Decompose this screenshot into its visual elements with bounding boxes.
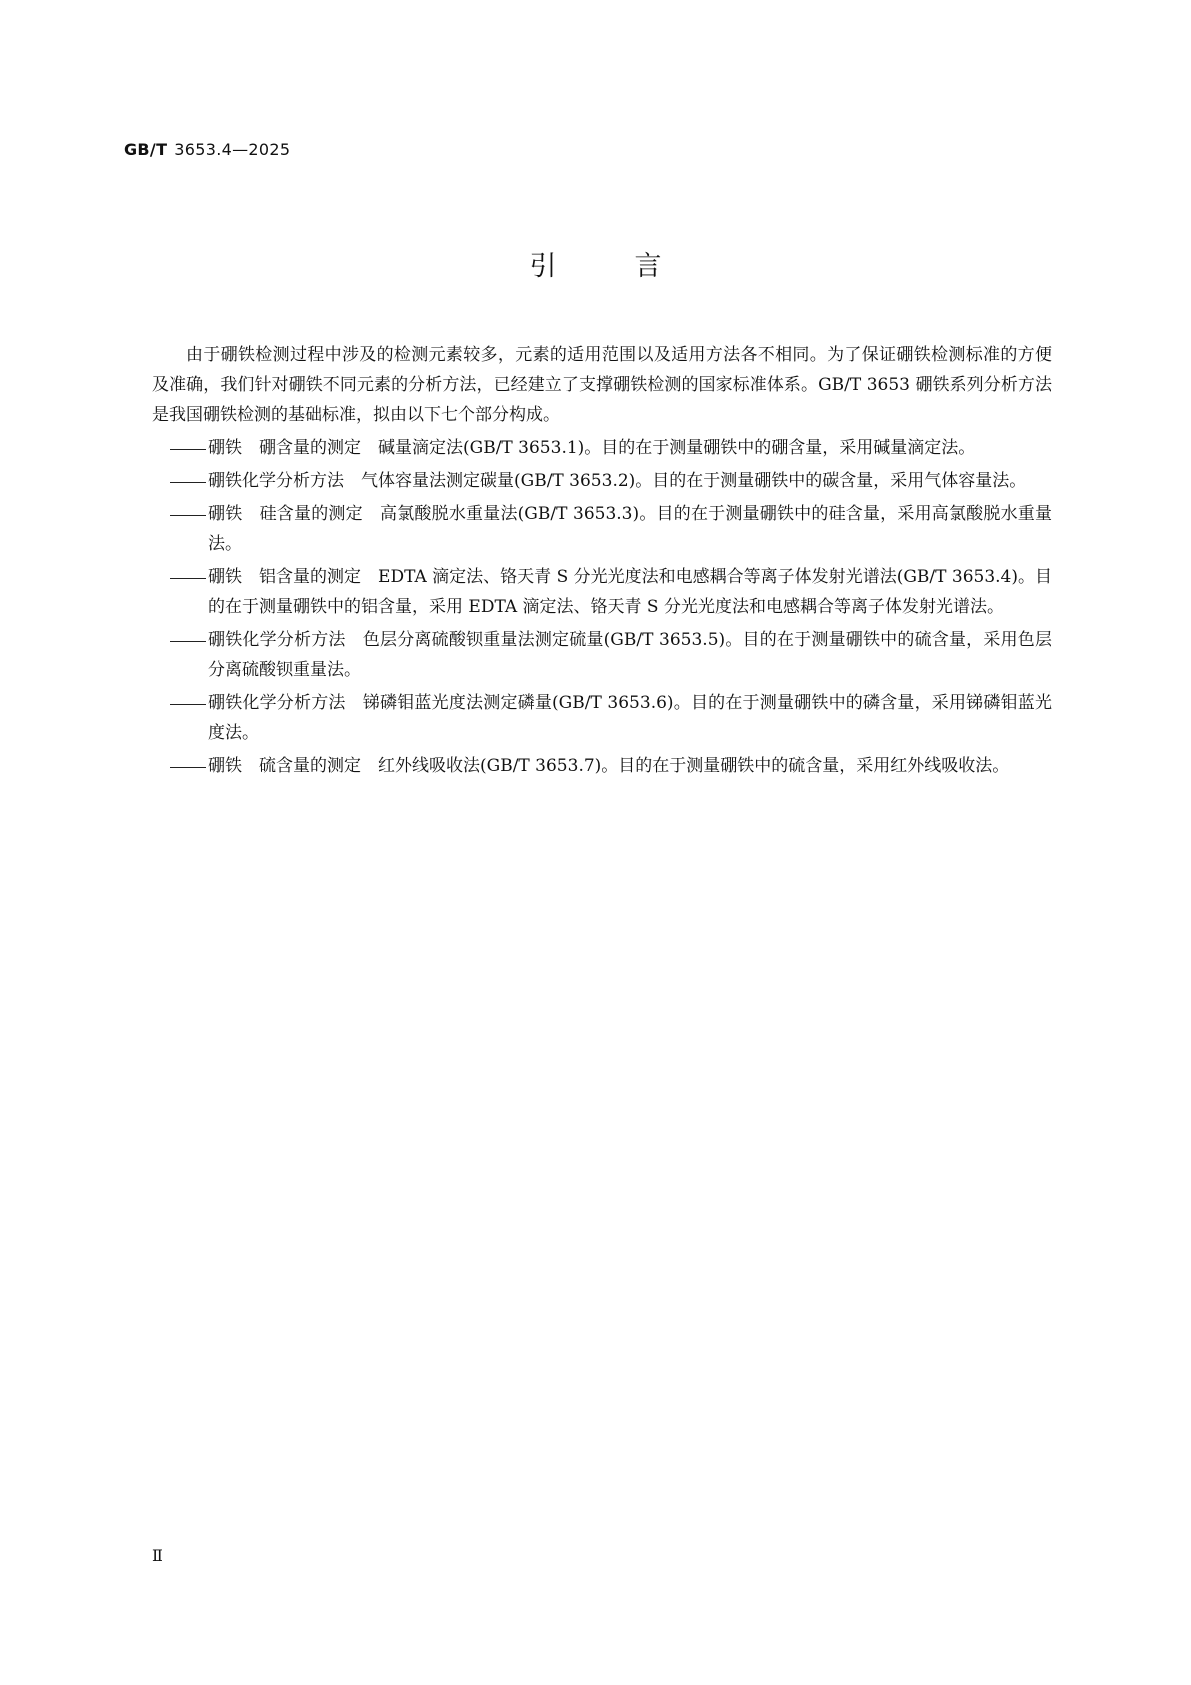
parts-list	[152, 433, 1052, 781]
list-item-text: 硼铁 硫含量的测定 红外线吸收法(GB/T 3653.7)。目的在于测量硼铁中的硫含量，采用红外线吸收法。	[208, 756, 1010, 776]
list-item	[152, 751, 1052, 781]
standard-code-header	[124, 140, 290, 159]
list-item	[152, 688, 1052, 748]
list-item	[152, 562, 1052, 622]
list-item	[152, 499, 1052, 559]
document-body	[152, 340, 1052, 781]
list-item-text: 硼铁 硅含量的测定 高氯酸脱水重量法(GB/T 3653.3)。目的在于测量硼铁中的硅含量，采用高氯酸脱水重量法。	[208, 504, 1052, 554]
page-title: 引言	[529, 251, 740, 282]
list-item-text: 硼铁 硼含量的测定 碱量滴定法(GB/T 3653.1)。目的在于测量硼铁中的硼含量，采用碱量滴定法。	[208, 438, 976, 458]
list-item-text: 硼铁化学分析方法 锑磷钼蓝光度法测定磷量(GB/T 3653.6)。目的在于测量硼铁中的磷含量，采用锑磷钼蓝光度法。	[208, 693, 1052, 743]
list-item	[152, 625, 1052, 685]
list-item-text: 硼铁 铝含量的测定 EDTA 滴定法、铬天青 S 分光光度法和电感耦合等离子体发射光谱法(GB/T 3653.4)。目的在于测量硼铁中的铝含量，采用 EDTA 滴定法、铬天青 S 分光光度法和电感耦合等离子体发射光谱法。	[208, 567, 1052, 617]
standard-number: 3653.4—2025	[174, 140, 291, 159]
standard-prefix: GB/T	[124, 140, 168, 159]
list-item-text: 硼铁化学分析方法 色层分离硫酸钡重量法测定硫量(GB/T 3653.5)。目的在于测量硼铁中的硫含量，采用色层分离硫酸钡重量法。	[208, 630, 1052, 680]
page-number: Ⅱ	[152, 1546, 163, 1565]
list-item	[152, 433, 1052, 463]
list-item-text: 硼铁化学分析方法 气体容量法测定碳量(GB/T 3653.2)。目的在于测量硼铁中的碳含量，采用气体容量法。	[208, 471, 1027, 491]
list-item	[152, 466, 1052, 496]
intro-paragraph: 由于硼铁检测过程中涉及的检测元素较多，元素的适用范围以及适用方法各不相同。为了保证硼铁检测标准的方便及准确，我们针对硼铁不同元素的分析方法，已经建立了支撑硼铁检测的国家标准体系。GB/T 3653 硼铁系列分析方法是我国硼铁检测的基础标准，拟由以下七个部分构成。	[152, 345, 1052, 425]
